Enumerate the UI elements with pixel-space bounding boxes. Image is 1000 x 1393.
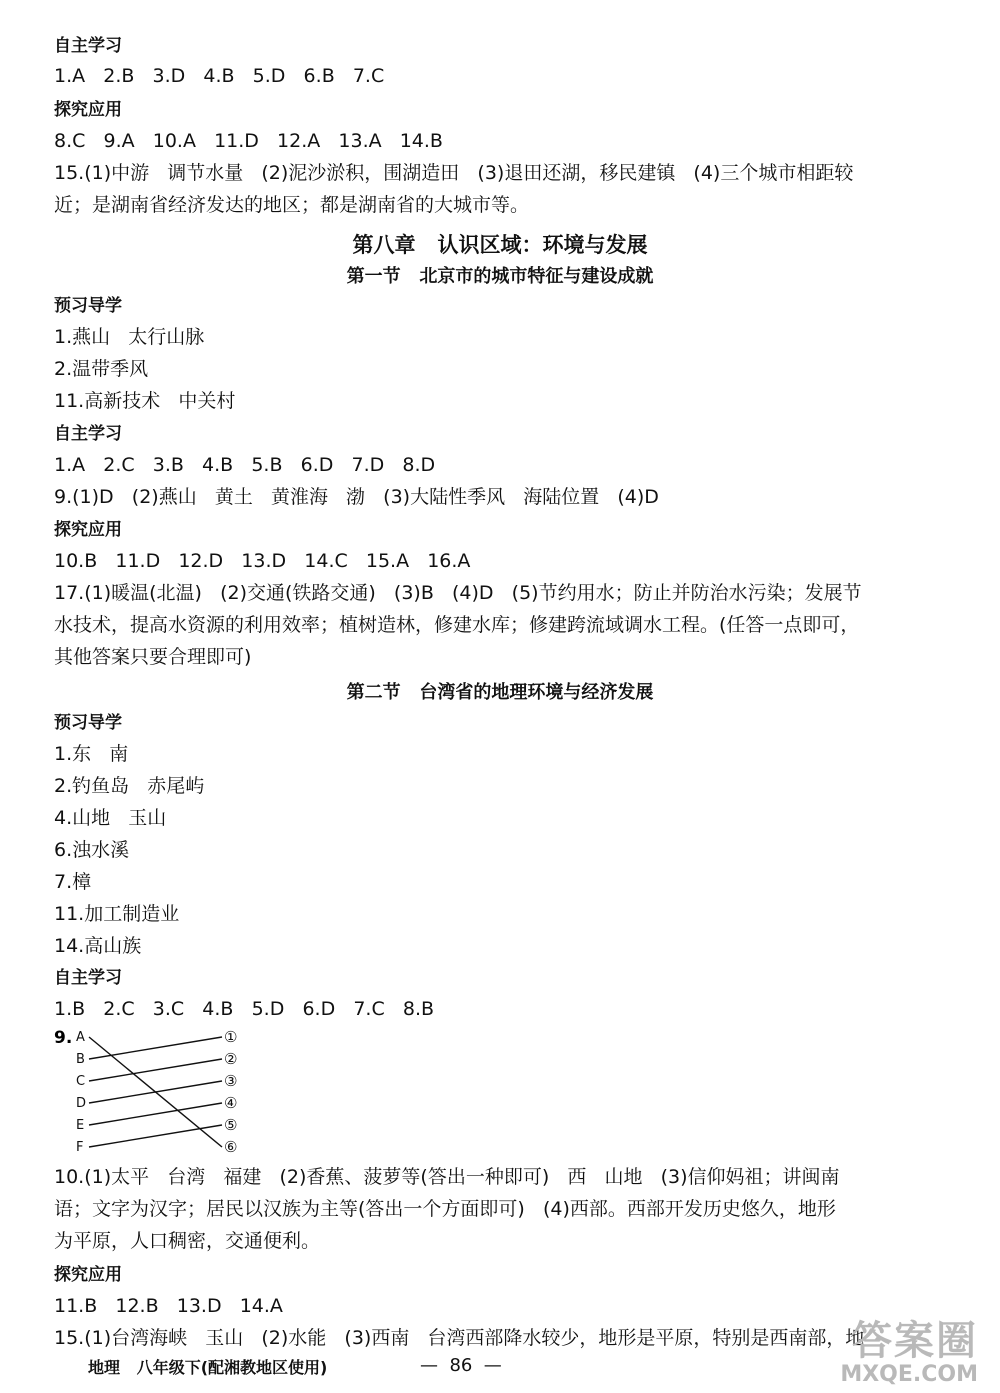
match-line [89, 1081, 222, 1103]
answer-line: 1.A 2.C 3.B 4.B 5.B 6.D 7.D 8.D [54, 454, 436, 476]
diagram-right-label: ① [224, 1028, 238, 1046]
answer-line: 4.山地 玉山 [54, 807, 167, 829]
match-line [89, 1103, 222, 1125]
answer-line: 14.高山族 [54, 935, 142, 957]
section-title: 第一节 北京市的城市特征与建设成就 [346, 266, 654, 287]
answer-line: 17.(1)暖温(北温) (2)交通(铁路交通) (3)B (4)D (5)节约用水；防止并防治水污染；发展节 [54, 582, 862, 604]
heading-self-study: 自主学习 [54, 36, 122, 56]
diagram-right-label: ⑥ [224, 1138, 238, 1153]
match-line [89, 1059, 222, 1081]
matching-diagram [54, 1028, 254, 1153]
match-line [89, 1037, 222, 1059]
answer-line: 1.A 2.B 3.D 4.B 5.D 6.B 7.C [54, 65, 385, 87]
diagram-left-label: A [76, 1030, 85, 1045]
answer-line: 水技术，提高水资源的利用效率；植树造林，修建水库；修建跨流域调水工程。(任答一点即可， [54, 614, 860, 636]
diagram-left-label: C [76, 1074, 86, 1089]
diagram-left-label: D [76, 1096, 87, 1111]
answer-line: 近；是湖南省经济发达的地区；都是湖南省的大城市等。 [54, 194, 530, 216]
match-line [89, 1125, 222, 1147]
page-number: — 86 — [420, 1355, 502, 1376]
heading-self-study: 自主学习 [54, 968, 122, 988]
answer-line: 为平原，人口稠密，交通便利。 [54, 1230, 321, 1252]
answer-line: 1.B 2.C 3.C 4.B 5.D 6.D 7.C 8.B [54, 998, 435, 1020]
answer-line: 6.浊水溪 [54, 839, 130, 861]
answer-line: 2.温带季风 [54, 358, 149, 380]
diagram-right-label: ⑤ [224, 1116, 238, 1134]
section-title: 第二节 台湾省的地理环境与经济发展 [346, 682, 654, 703]
diagram-right-label: ③ [224, 1072, 238, 1090]
watermark-url: MXQE.COM [840, 1362, 978, 1387]
watermark [840, 1319, 978, 1387]
answer-line: 1.东 南 [54, 743, 129, 765]
answer-line: 语；文字为汉字；居民以汉族为主等(答出一个方面即可) (4)西部。西部开发历史悠久，地形 [54, 1198, 836, 1220]
diagram-right-label: ② [224, 1050, 238, 1068]
answer-line: 2.钓鱼岛 赤尾屿 [54, 775, 205, 797]
answer-line: 10.(1)太平 台湾 福建 (2)香蕉、菠萝等(答出一种即可) 西 山地 (3)信仰妈祖；讲闽南 [54, 1166, 840, 1188]
answer-line: 其他答案只要合理即可) [54, 646, 252, 668]
heading-preview: 预习导学 [54, 296, 122, 316]
diagram-left-label: B [76, 1052, 85, 1067]
diagram-right-label: ④ [224, 1094, 238, 1112]
footer-subject: 地理 八年级下(配湘教地区使用) [88, 1358, 328, 1377]
answer-line: 8.C 9.A 10.A 11.D 12.A 13.A 14.B [54, 130, 443, 152]
diagram-left-label: E [76, 1118, 85, 1133]
answer-line: 1.燕山 太行山脉 [54, 326, 205, 348]
answer-line: 10.B 11.D 12.D 13.D 14.C 15.A 16.A [54, 550, 471, 572]
watermark-logo: 答案圈 [852, 1318, 978, 1364]
answer-line: 15.(1)中游 调节水量 (2)泥沙淤积，围湖造田 (3)退田还湖，移民建镇 (4)三个城市相距较 [54, 162, 854, 184]
answer-line: 11.加工制造业 [54, 903, 180, 925]
chapter-title: 第八章 认识区域：环境与发展 [352, 233, 648, 257]
answer-line: 11.高新技术 中关村 [54, 390, 236, 412]
answer-line: 7.樟 [54, 871, 92, 893]
answer-line: 9.(1)D (2)燕山 黄土 黄淮海 渤 (3)大陆性季风 海陆位置 (4)D [54, 486, 659, 508]
answer-line: 15.(1)台湾海峡 玉山 (2)水能 (3)西南 台湾西部降水较少，地形是平原，特别是西南部，地 [54, 1327, 865, 1349]
diagram-left-label: F [76, 1140, 84, 1153]
diagram-number: 9. [54, 1028, 73, 1048]
heading-preview: 预习导学 [54, 713, 122, 733]
heading-inquiry: 探究应用 [54, 1265, 122, 1285]
heading-inquiry: 探究应用 [54, 100, 122, 120]
heading-inquiry: 探究应用 [54, 520, 122, 540]
heading-self-study: 自主学习 [54, 424, 122, 444]
answer-line: 11.B 12.B 13.D 14.A [54, 1295, 283, 1317]
